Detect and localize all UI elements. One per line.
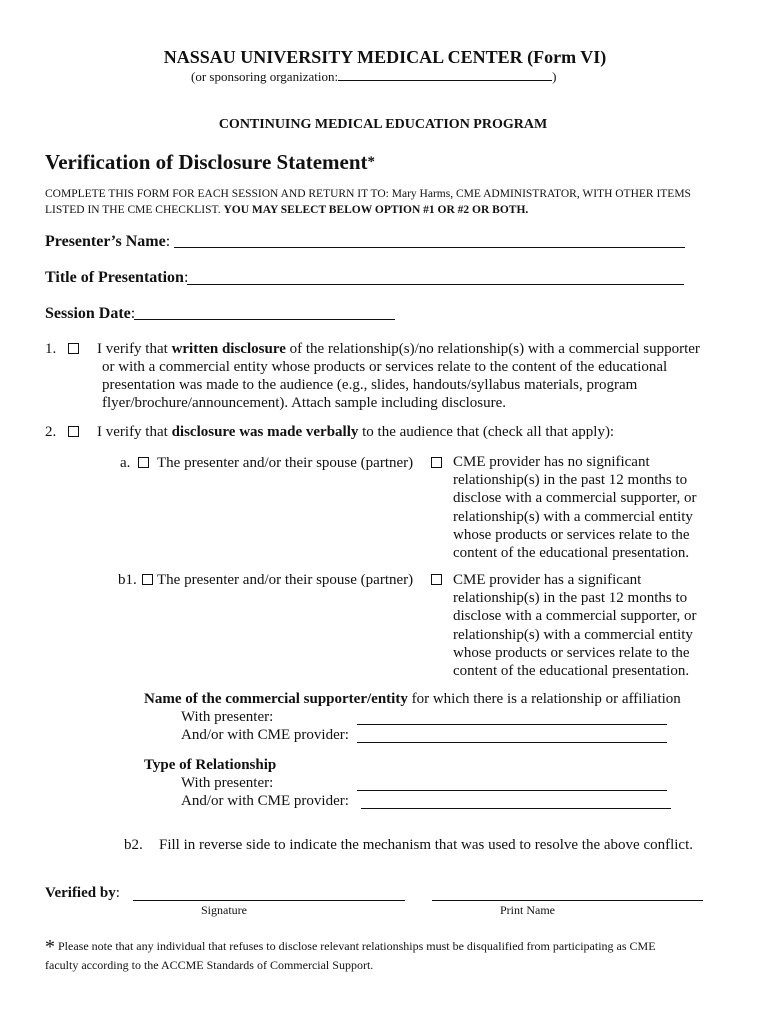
relationship-with-presenter-label: With presenter: [181, 775, 274, 791]
footnote-asterisk: * [45, 936, 55, 958]
option-2a-cme-line: disclose with a commercial supporter, or [453, 490, 697, 507]
footnote-line-1 [45, 936, 656, 959]
option-2-bold: disclosure was made verbally [171, 424, 359, 440]
option-2b1-cme-line: relationship(s) in the past 12 months to [453, 590, 688, 607]
print-name-caption: Print Name [500, 903, 555, 917]
option-2a-label: a. [120, 455, 131, 471]
instructions-line-2 [45, 204, 528, 216]
relationship-with-presenter-input[interactable] [357, 789, 667, 791]
option-2b1-cme-line: content of the educational presentation. [453, 663, 690, 680]
option-2a-cme-line: content of the educational presentation. [453, 545, 690, 562]
footnote-line-2: faculty according to the ACCME Standards of Commercial Support. [45, 958, 374, 972]
option-2a-presenter-checkbox[interactable] [138, 457, 149, 468]
verified-by-label: Verified by [45, 885, 116, 901]
program-name-text: CONTINUING MEDICAL EDUCATION PROGRAM [218, 117, 548, 132]
sponsor-input-line[interactable] [338, 79, 552, 81]
page-title [45, 150, 375, 175]
presenter-name-colon: : [165, 233, 171, 250]
option-2b1-label: b1. [118, 572, 137, 588]
option-2a-cme-line: CME provider has no significant [453, 454, 650, 470]
option-2a-cme-line: whose products or services relate to the [453, 526, 690, 543]
session-date-field [45, 305, 135, 323]
title-of-presentation-colon: : [183, 269, 189, 286]
relationship-with-cme-label: And/or with CME provider: [181, 793, 349, 809]
print-name-input[interactable] [432, 899, 703, 901]
form-heading [0, 47, 770, 68]
option-2-checkbox[interactable] [68, 426, 79, 437]
option-1-line-4: flyer/brochure/announcement). Attach sample including disclosure. [102, 395, 507, 411]
relationship-with-cme-input[interactable] [361, 807, 671, 809]
option-1-rest: of the relationship(s)/no relationship(s) with a commercial supporter [285, 341, 700, 357]
page-title-text: Verification of Disclosure Statement [45, 150, 368, 174]
option-2b1-cme-checkbox[interactable] [431, 574, 442, 585]
sponsor-label: (or sponsoring organization: [191, 69, 339, 84]
option-2b1-cme-line: disclose with a commercial supporter, or [453, 608, 697, 625]
option-2b2-label: b2. [124, 837, 143, 853]
session-date-colon: : [130, 305, 136, 322]
instructions-line-2-plain: LISTED IN THE CME CHECKLIST. [45, 204, 224, 216]
option-2b1-presenter-text: The presenter and/or their spouse (partner) [157, 572, 414, 588]
option-2-rest: to the audience that (check all that apply): [358, 424, 615, 440]
supporter-heading-rest: for which there is a relationship or affiliation [407, 691, 681, 707]
presenter-name-input[interactable] [174, 246, 685, 248]
verified-by [45, 885, 120, 902]
title-of-presentation-field [45, 269, 188, 287]
option-1-lead: I verify that [97, 341, 172, 357]
option-1-number: 1. [45, 341, 57, 357]
option-2b1-cme-text [453, 571, 753, 680]
session-date-label: Session Date [45, 305, 131, 322]
option-2b2-text: Fill in reverse side to indicate the mechanism that was used to resolve the above conflict. [159, 837, 694, 853]
option-1-checkbox[interactable] [68, 343, 79, 354]
option-2b1-cme-line: relationship(s) with a commercial entity [453, 626, 693, 643]
title-of-presentation-input[interactable] [187, 283, 684, 285]
option-2-lead: I verify that [97, 424, 172, 440]
supporter-heading [144, 691, 681, 708]
supporter-with-cme-label: And/or with CME provider: [181, 727, 349, 743]
title-of-presentation-label: Title of Presentation [45, 269, 184, 286]
verified-by-colon: : [115, 885, 120, 901]
instructions-line-1: COMPLETE THIS FORM FOR EACH SESSION AND RETURN IT TO: Mary Harms, CME ADMINISTRATOR, WITH OTHER ITEMS [45, 188, 691, 200]
option-2b1-presenter-checkbox[interactable] [142, 574, 153, 585]
option-2b1-cme-line: whose products or services relate to the [453, 644, 690, 661]
option-2a-cme-line: relationship(s) in the past 12 months to [453, 472, 688, 489]
option-1-line-2: or with a commercial entity whose products or services relate to the content of the educational [102, 359, 668, 375]
option-2a-cme-text [453, 453, 753, 562]
option-2-line [97, 424, 614, 441]
supporter-heading-bold: Name of the commercial supporter/entity [144, 691, 408, 707]
option-1-line-3: presentation was made to the audience (e.g., slides, handouts/syllabus materials, program [102, 377, 638, 393]
supporter-with-presenter-label: With presenter: [181, 709, 274, 725]
option-2a-cme-line: relationship(s) with a commercial entity [453, 508, 693, 525]
presenter-name-field [45, 233, 170, 251]
program-name [0, 117, 768, 133]
option-2b1-cme-line: CME provider has a significant [453, 572, 642, 588]
presenter-name-label: Presenter’s Name [45, 233, 166, 250]
signature-input[interactable] [133, 899, 405, 901]
sponsor-close: ) [552, 69, 557, 84]
option-2-number: 2. [45, 424, 57, 440]
option-1-bold: written disclosure [171, 341, 286, 357]
instructions-line-2-bold: YOU MAY SELECT BELOW OPTION #1 OR #2 OR BOTH. [223, 204, 529, 216]
session-date-input[interactable] [134, 318, 395, 320]
footnote-line-1-text: Please note that any individual that refuses to disclose relevant relationships must be disqualified from participating as CME [55, 939, 656, 953]
sponsor-line [191, 69, 556, 85]
option-2a-presenter-text: The presenter and/or their spouse (partner) [157, 455, 414, 471]
option-1-line-1 [97, 341, 700, 358]
signature-caption: Signature [201, 903, 247, 917]
option-2a-cme-checkbox[interactable] [431, 457, 442, 468]
form-heading-text: NASSAU UNIVERSITY MEDICAL CENTER (Form VI) [163, 47, 607, 67]
supporter-with-presenter-input[interactable] [357, 723, 667, 725]
relationship-type-heading: Type of Relationship [144, 757, 277, 773]
supporter-with-cme-input[interactable] [357, 741, 667, 743]
title-asterisk: * [367, 154, 376, 170]
